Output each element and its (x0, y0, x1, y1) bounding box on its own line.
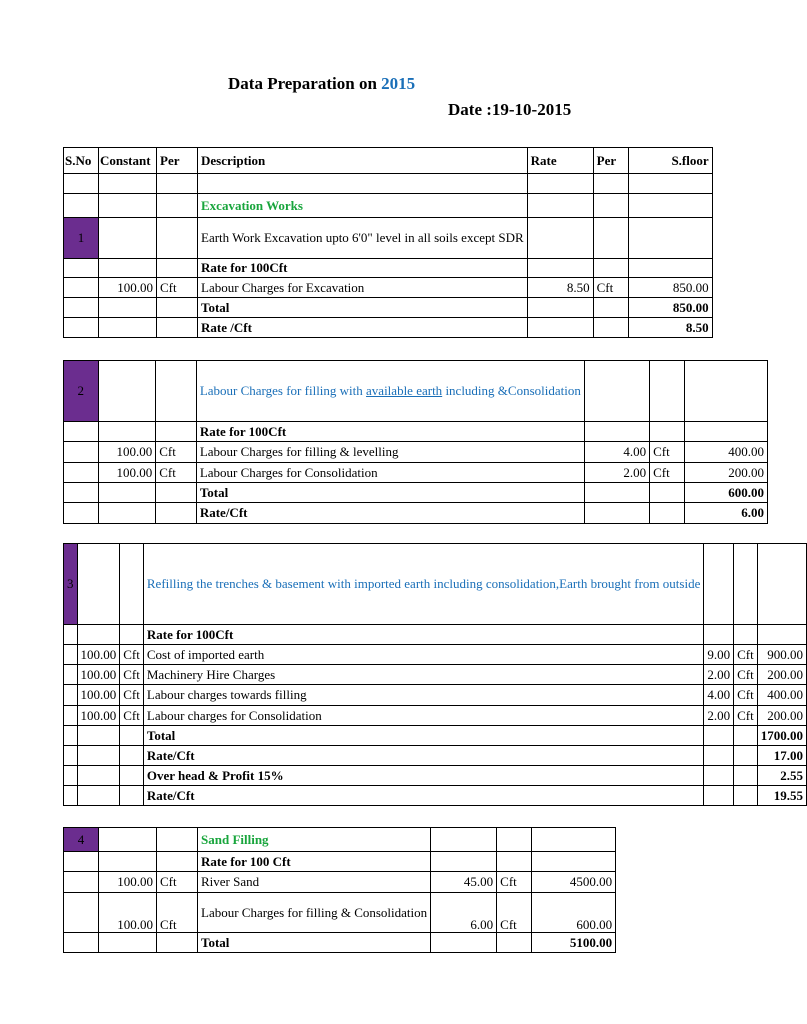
estimate-table-3 (63, 543, 807, 806)
header-description: Description (198, 148, 528, 174)
header-sno: S.No (64, 148, 99, 174)
summary-row: Total 5100.00 (64, 933, 616, 953)
summary-row: Total 850.00 (64, 298, 713, 318)
header-row (64, 148, 713, 174)
table-row: 100.00 Cft Labour Charges for filling & Consolidation 6.00 Cft 600.00 (64, 893, 616, 933)
rate-label-row (64, 852, 616, 872)
item-description: Refilling the trenches & basement with imported earth including consolidation,Earth brought from outside (143, 544, 703, 625)
rate-label-row (64, 422, 768, 442)
header-per: Per (157, 148, 198, 174)
section-title-row (64, 194, 713, 218)
page-title (228, 74, 415, 94)
sno-cell: 3 (64, 544, 78, 625)
rate-label-row (64, 625, 807, 645)
sno-cell: 2 (64, 361, 99, 422)
table-row: 100.00 Cft Cost of imported earth 9.00 Cft 900.00 (64, 645, 807, 665)
estimate-table-2 (63, 360, 768, 524)
summary-row: Total 600.00 (64, 483, 768, 503)
table-row: 100.00 Cft Labour Charges for filling & levelling 4.00 Cft 400.00 (64, 442, 768, 463)
estimate-table-1 (63, 147, 713, 338)
table-row: 100.00 Cft Labour charges towards filling 4.00 Cft 400.00 (64, 685, 807, 706)
title-prefix: Data Preparation on (228, 74, 382, 93)
blank-row (64, 174, 713, 194)
section-title-row (64, 828, 616, 852)
summary-row: Rate /Cft 8.50 (64, 318, 713, 338)
header-sfloor: S.floor (628, 148, 712, 174)
header-per-2: Per (593, 148, 628, 174)
header-constant: Constant (99, 148, 157, 174)
sno-cell: 4 (64, 828, 99, 852)
header-rate: Rate (527, 148, 593, 174)
table-row: 100.00 Cft Labour Charges for Excavation 8.50 Cft 850.00 (64, 278, 713, 298)
item-row (64, 361, 768, 422)
sno-cell: 1 (64, 218, 99, 259)
item-row (64, 544, 807, 625)
summary-row: Over head & Profit 15% 2.55 (64, 766, 807, 786)
summary-row: Rate/Cft 6.00 (64, 503, 768, 524)
summary-row: Rate/Cft 17.00 (64, 746, 807, 766)
rate-label: Rate for 100 Cft (198, 852, 431, 872)
section-title: Excavation Works (198, 194, 528, 218)
rate-label-row (64, 259, 713, 278)
table-row: 100.00 Cft Labour charges for Consolidation 2.00 Cft 200.00 (64, 706, 807, 726)
estimate-table-4 (63, 827, 616, 953)
rate-label: Rate for 100Cft (198, 259, 528, 278)
rate-label: Rate for 100Cft (143, 625, 703, 645)
page-date: Date :19-10-2015 (448, 100, 572, 119)
table-row: 100.00 Cft Machinery Hire Charges 2.00 Cft 200.00 (64, 665, 807, 685)
item-description: Earth Work Excavation upto 6'0" level in all soils except SDR (198, 218, 528, 259)
item-row (64, 218, 713, 259)
title-year: 2015 (381, 74, 416, 93)
section-title: Sand Filling (198, 828, 431, 852)
rate-label: Rate for 100Cft (196, 422, 584, 442)
table-row: 100.00 Cft Labour Charges for Consolidation 2.00 Cft 200.00 (64, 463, 768, 483)
summary-row: Rate/Cft 19.55 (64, 786, 807, 806)
item-description: Labour Charges for filling with available earth including &Consolidation (196, 361, 584, 422)
summary-row: Total 1700.00 (64, 726, 807, 746)
table-row: 100.00 Cft River Sand 45.00 Cft 4500.00 (64, 872, 616, 893)
